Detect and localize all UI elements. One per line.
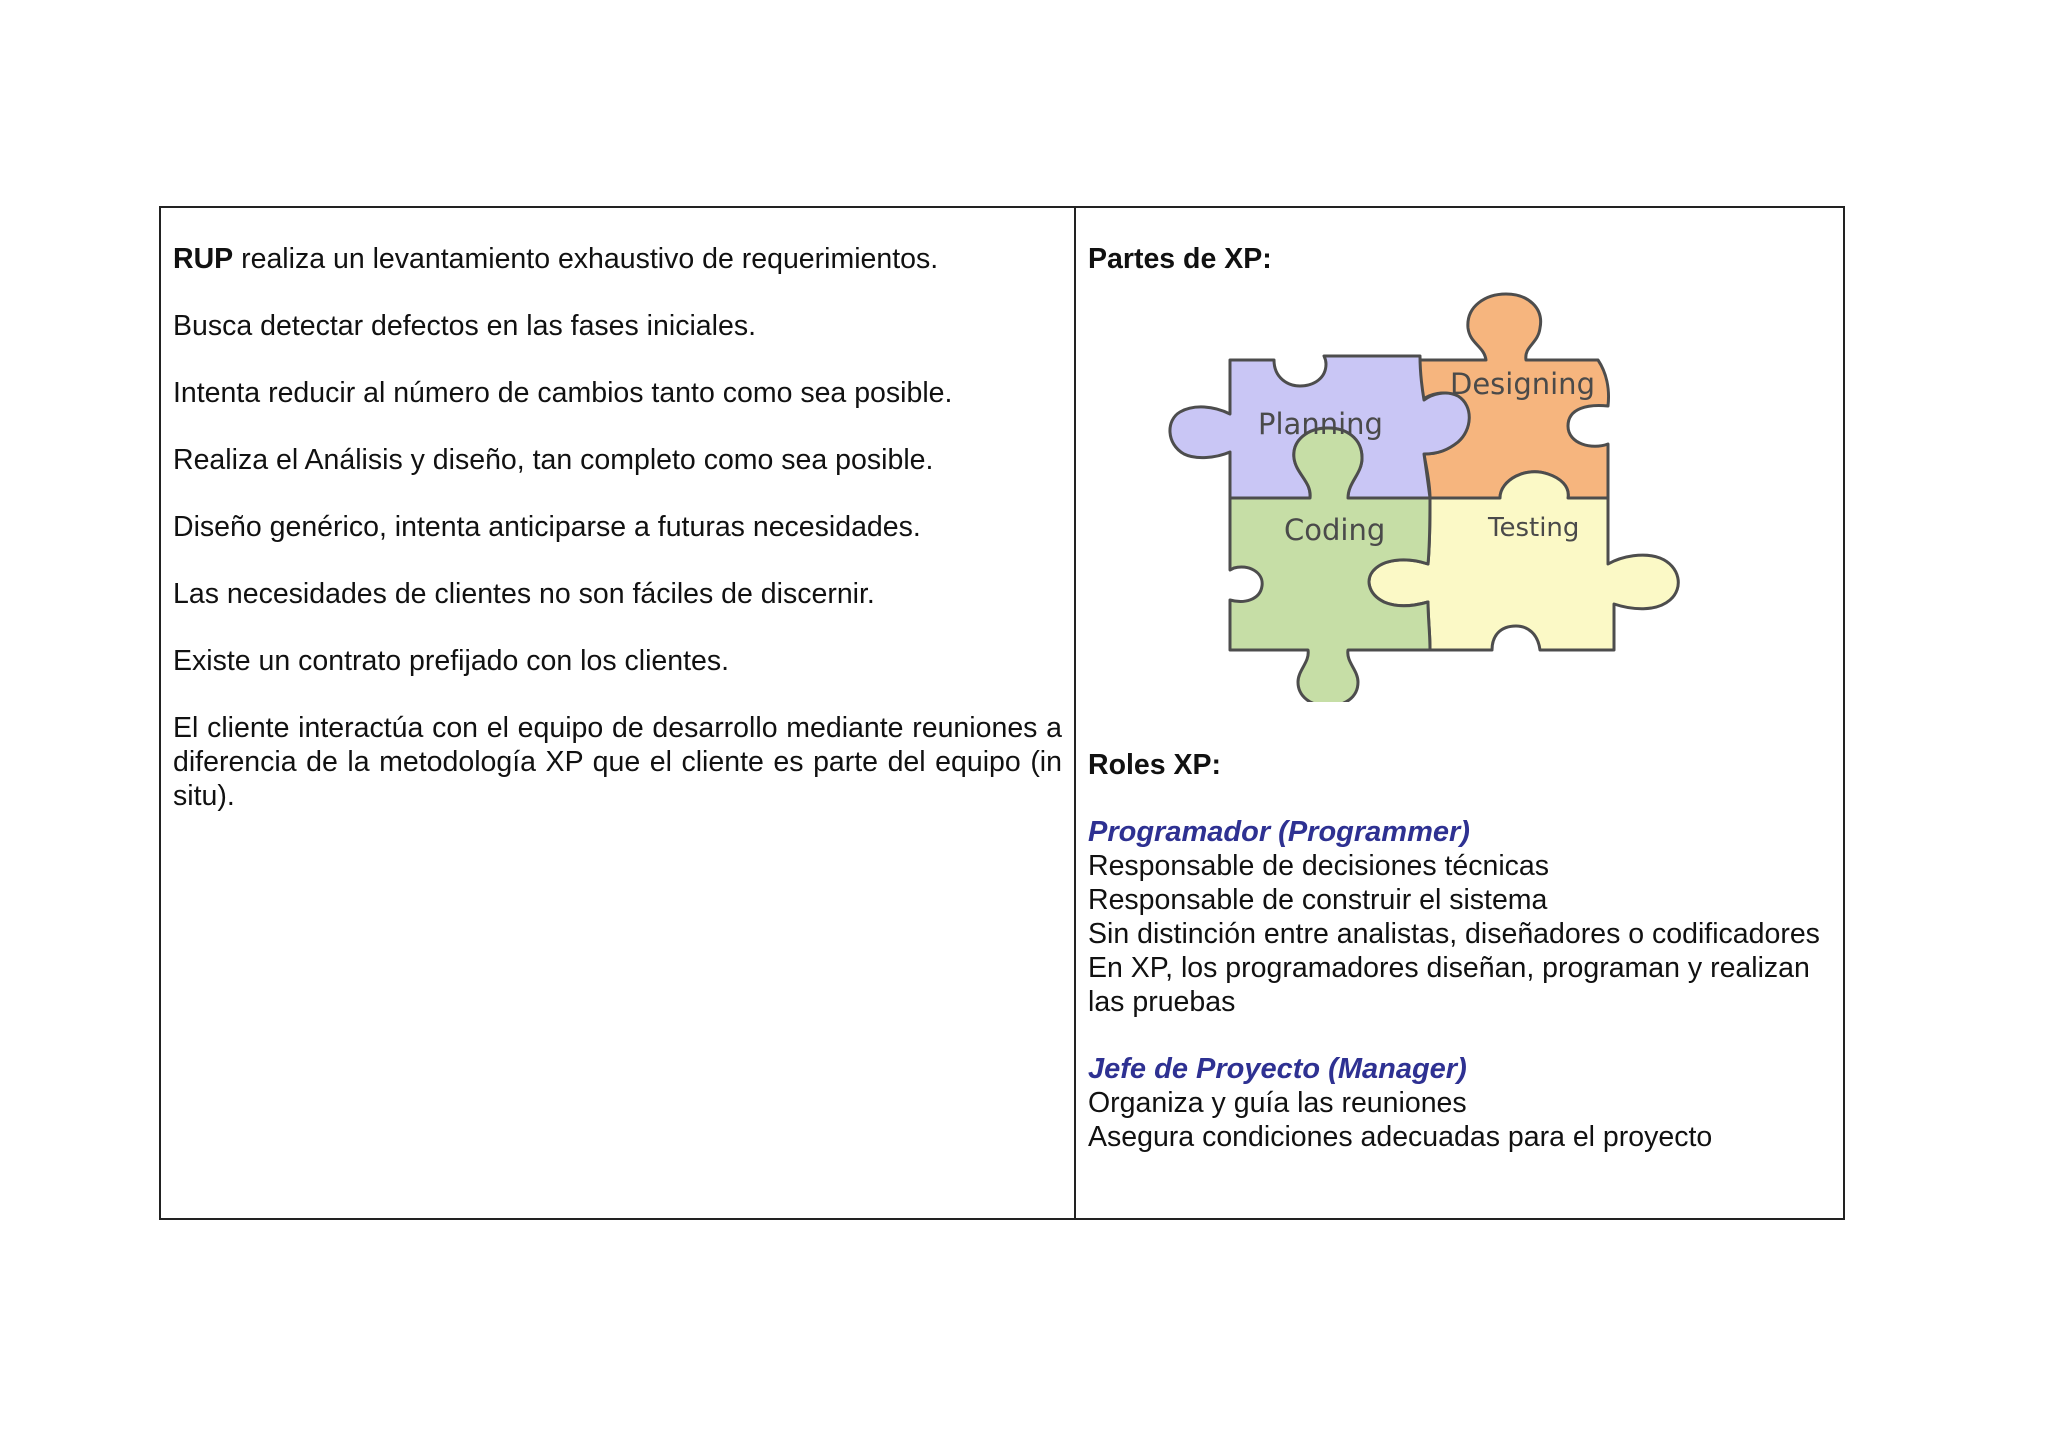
role-line: Responsable de construir el sistema [1088, 884, 1548, 916]
role-programmer [1088, 815, 1833, 1019]
role-manager [1088, 1052, 1833, 1154]
rup-paragraph-4: Realiza el Análisis y diseño, tan completo como sea posible. [173, 444, 934, 476]
rup-column [161, 208, 1076, 1218]
xp-parts-heading: Partes de XP: [1088, 243, 1272, 275]
xp-roles-section [1088, 748, 1833, 1154]
rup-paragraph-7: Existe un contrato prefijado con los clientes. [173, 645, 730, 677]
xp-column [1076, 208, 1843, 1218]
xp-puzzle-image [1148, 282, 1688, 702]
rup-term: RUP [173, 243, 234, 275]
designing-label: Designing [1450, 367, 1595, 401]
planning-label: Planning [1258, 407, 1383, 441]
rup-paragraph-6: Las necesidades de clientes no son fáciles de discernir. [173, 578, 875, 610]
rup-paragraph-2: Busca detectar defectos en las fases iniciales. [173, 310, 756, 342]
rup-paragraph-5: Diseño genérico, intenta anticiparse a futuras necesidades. [173, 511, 921, 543]
role-line: Organiza y guía las reuniones [1088, 1087, 1467, 1119]
role-title-programmer: Programador (Programmer) [1088, 816, 1470, 848]
role-line: En XP, los programadores diseñan, programan y realizan las pruebas [1088, 952, 1810, 1018]
role-title-manager: Jefe de Proyecto (Manager) [1088, 1053, 1467, 1085]
coding-label: Coding [1284, 513, 1386, 547]
role-line: Sin distinción entre analistas, diseñadores o codificadores [1088, 918, 1820, 950]
xp-roles-heading: Roles XP: [1088, 749, 1222, 781]
rup-paragraph-3: Intenta reducir al número de cambios tanto como sea posible. [173, 377, 953, 409]
testing-label: Testing [1488, 513, 1580, 543]
rup-paragraph-1 [173, 242, 1062, 276]
role-line: Responsable de decisiones técnicas [1088, 850, 1550, 882]
rup-paragraph-1-text: realiza un levantamiento exhaustivo de requerimientos. [233, 243, 939, 275]
comparison-table [159, 206, 1845, 1220]
rup-paragraph-8: El cliente interactúa con el equipo de desarrollo mediante reuniones a diferencia de la metodología XP que el cliente es parte del equipo (in situ). [173, 712, 1062, 812]
role-line: Asegura condiciones adecuadas para el proyecto [1088, 1121, 1713, 1153]
